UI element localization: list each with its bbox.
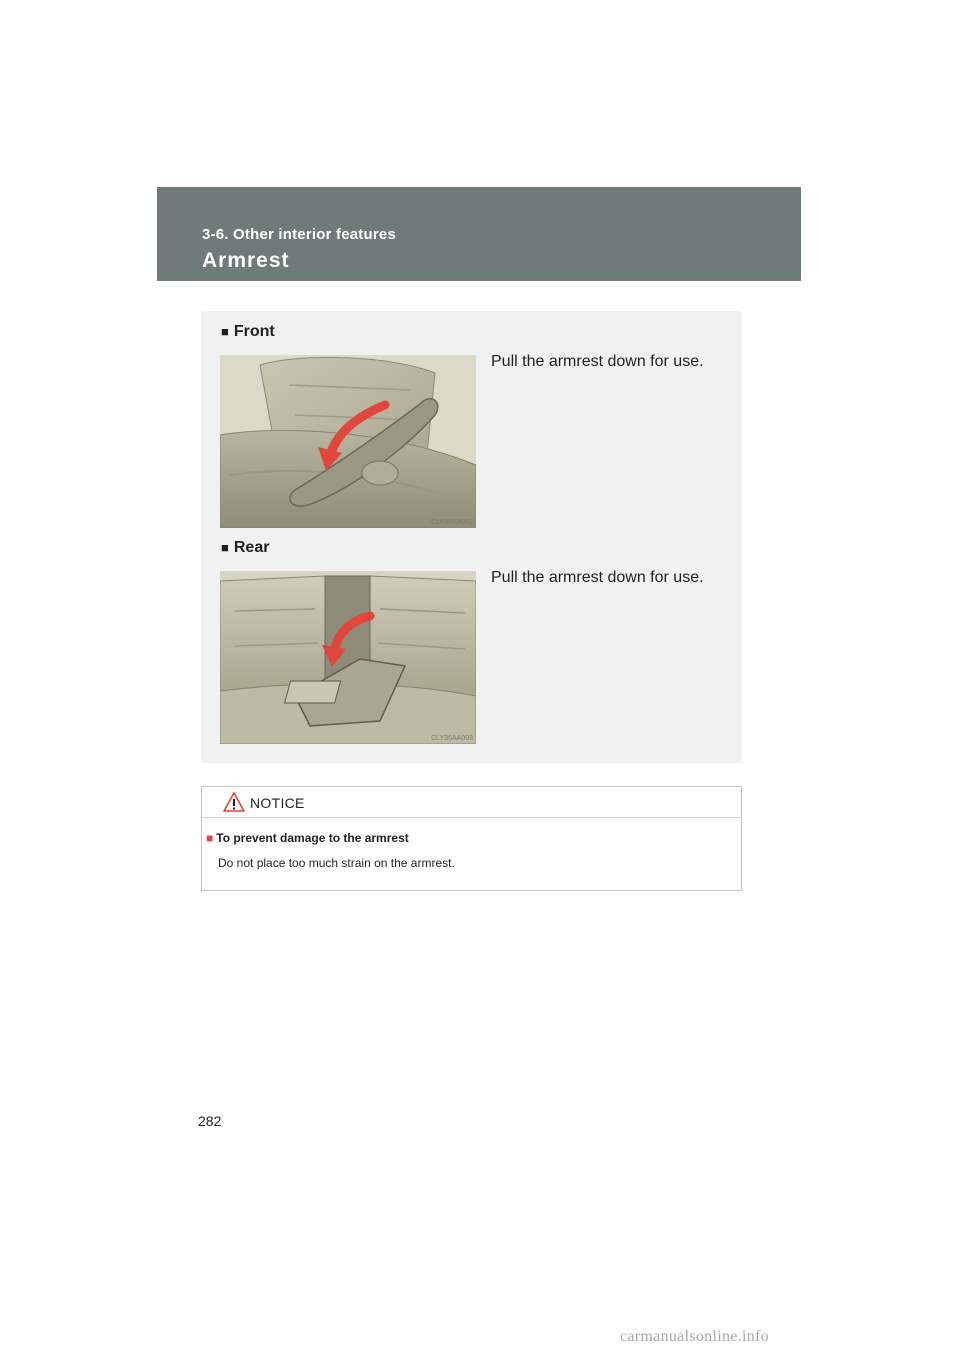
notice-header bbox=[202, 787, 741, 818]
warning-triangle-icon bbox=[223, 792, 245, 812]
chapter-header bbox=[157, 187, 801, 281]
notice-box bbox=[201, 786, 742, 891]
front-instruction: Pull the armrest down for use. bbox=[491, 353, 704, 370]
page-title: Armrest bbox=[202, 249, 290, 272]
front-armrest-illustration bbox=[220, 355, 476, 528]
square-bullet-icon: ■ bbox=[206, 831, 214, 845]
front-heading-label: Front bbox=[233, 323, 275, 340]
watermark: carmanualsonline.info bbox=[620, 1328, 769, 1345]
figure-code: CLY36AA002 bbox=[431, 519, 473, 526]
page-number: 282 bbox=[198, 1113, 222, 1129]
content-panel bbox=[201, 311, 742, 763]
notice-label: NOTICE bbox=[250, 795, 305, 811]
notice-title-text: To prevent damage to the armrest bbox=[216, 831, 409, 845]
figure-code: CLY36AA003 bbox=[431, 735, 473, 742]
front-seat-drawing bbox=[220, 355, 476, 528]
notice-body: Do not place too much strain on the armrest. bbox=[218, 856, 455, 870]
rear-heading bbox=[221, 539, 269, 557]
notice-title bbox=[206, 831, 409, 845]
rear-armrest-illustration bbox=[220, 571, 476, 744]
rear-seat-drawing bbox=[220, 571, 476, 744]
square-bullet-icon: ■ bbox=[221, 540, 229, 555]
section-label: 3-6. Other interior features bbox=[202, 226, 396, 243]
rear-heading-label: Rear bbox=[233, 539, 270, 556]
front-heading bbox=[221, 323, 275, 341]
rear-instruction: Pull the armrest down for use. bbox=[491, 569, 704, 586]
square-bullet-icon: ■ bbox=[221, 324, 229, 339]
